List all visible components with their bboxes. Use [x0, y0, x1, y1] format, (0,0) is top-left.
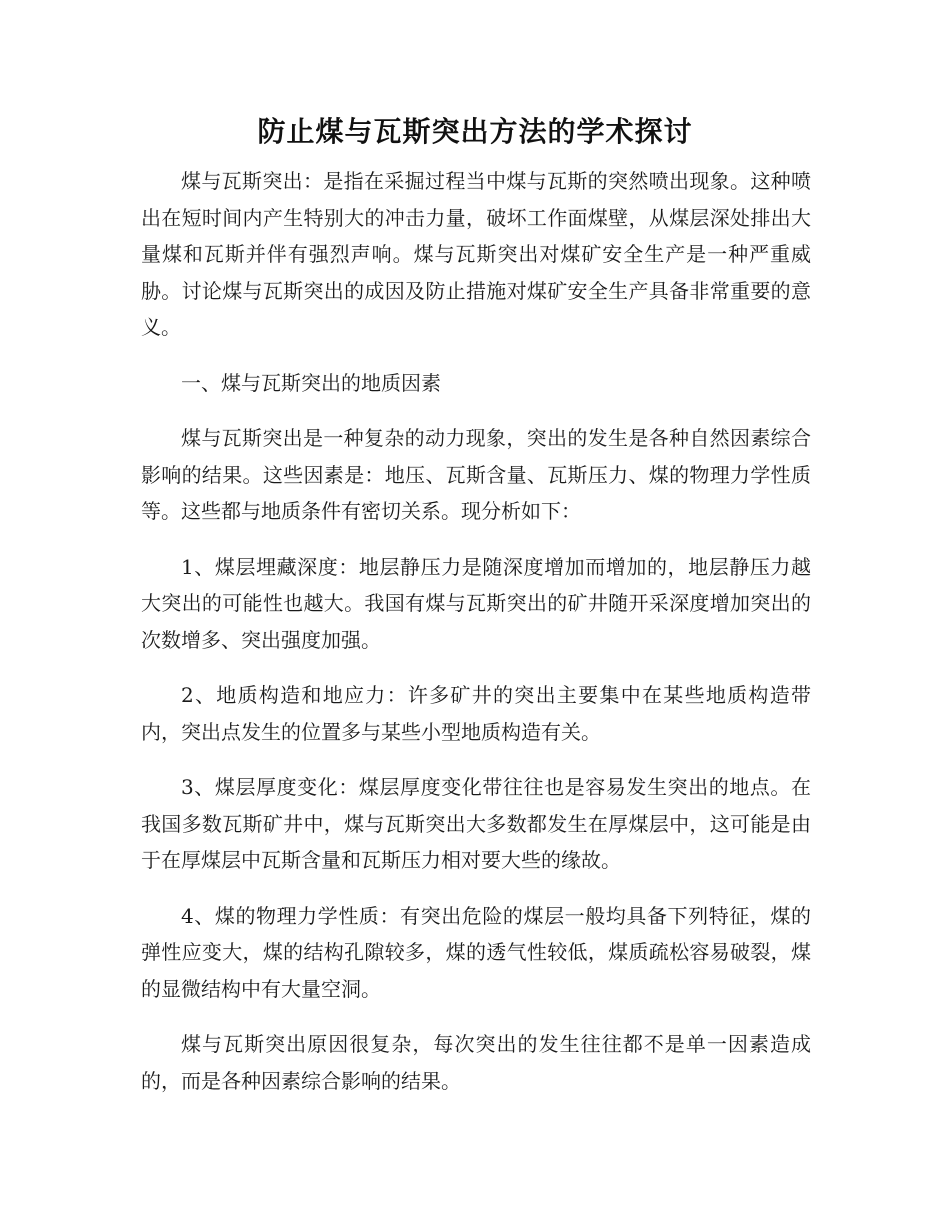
section-heading: 一、煤与瓦斯突出的地质因素	[181, 370, 441, 395]
paragraph-point-4: 4、煤的物理力学性质：有突出危险的煤层一般均具备下列特征，煤的弹性应变大，煤的结构孔隙较多，煤的透气性较低，煤质疏松容易破裂，煤的显微结构中有大量空洞。	[141, 903, 811, 1001]
paragraph-point-1: 1、煤层埋藏深度：地层静压力是随深度增加而增加的，地层静压力越大突出的可能性也越大。我国有煤与瓦斯突出的矿井随开采深度增加突出的次数增多、突出强度加强。	[141, 554, 811, 652]
document-body	[141, 163, 811, 1099]
paragraph-overview: 煤与瓦斯突出是一种复杂的动力现象，突出的发生是各种自然因素综合影响的结果。这些因素是：地压、瓦斯含量、瓦斯压力、煤的物理力学性质等。这些都与地质条件有密切关系。现分析如下：	[141, 426, 811, 523]
paragraph-conclusion: 煤与瓦斯突出原因很复杂，每次突出的发生往往都不是单一因素造成的，而是各种因素综合影响的结果。	[141, 1032, 811, 1093]
paragraph-intro: 煤与瓦斯突出：是指在采掘过程当中煤与瓦斯的突然喷出现象。这种喷出在短时间内产生特别大的冲击力量，破坏工作面煤壁，从煤层深处排出大量煤和瓦斯并伴有强烈声响。煤与瓦斯突出对煤矿安全生产是一种严重威胁。讨论煤与瓦斯突出的成因及防止措施对煤矿安全生产具备非常重要的意义。	[141, 169, 811, 339]
paragraph-point-2: 2、地质构造和地应力：许多矿井的突出主要集中在某些地质构造带内，突出点发生的位置多与某些小型地质构造有关。	[141, 683, 811, 744]
document-title: 防止煤与瓦斯突出方法的学术探讨	[257, 115, 693, 148]
paragraph-point-3: 3、煤层厚度变化：煤层厚度变化带往往也是容易发生突出的地点。在我国多数瓦斯矿井中，煤与瓦斯突出大多数都发生在厚煤层中，这可能是由于在厚煤层中瓦斯含量和瓦斯压力相对要大些的缘故。	[141, 775, 811, 872]
